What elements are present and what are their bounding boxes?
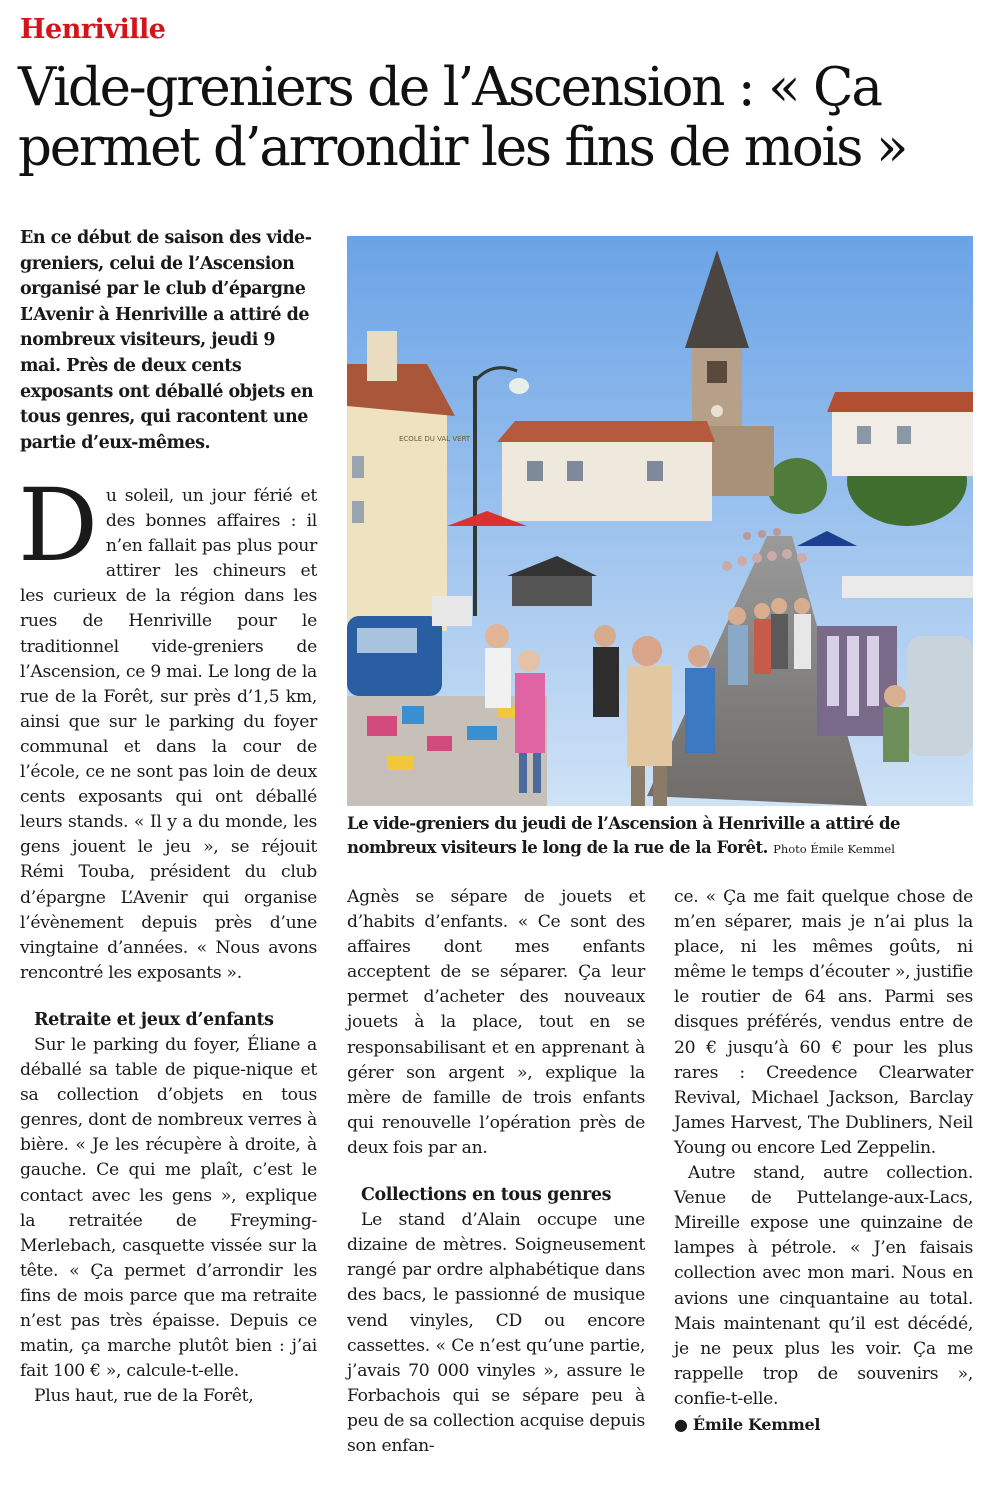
column-2: [347, 885, 645, 1459]
paragraph-5: Autre stand, autre collection. Venue de Puttelange-aux-Lacs, Mireille expose une quinzaine de lampes à pétrole. « J’en faisais collection avec mon mari. Nous en avions une cinquantaine au total. Mais maintenant qu’il est décédé, je ne peux plus les voir. Ça me rappelle trop de souvenirs », confie-t-elle.: [674, 1163, 973, 1409]
chapo: En ce début de saison des vide-greniers, celui de l’Ascension organisé par le club d’épargne L’Avenir à Henriville a attiré de nombreux visiteurs, jeudi 9 mai. Près de deux cents exposants ont déballé objets en tous genres, qui racontent une partie d’eux-mêmes.: [20, 228, 314, 453]
paragraph-3-start: Plus haut, rue de la Forêt,: [34, 1386, 254, 1407]
caption-text: Le vide-greniers du jeudi de l’Ascension à Henriville a attiré de nombreux visiteurs le long de la rue de la Forêt.: [347, 814, 901, 857]
subhead-collections: Collections en tous genres: [361, 1185, 612, 1206]
paragraph-1-text: u soleil, un jour férié et des bonnes affaires : il n’en fallait pas plus pour attirer les chineurs et les curieux de la région dans les rues de Henriville pour le traditionnel vide-greniers de l’Ascension, ce 9 mai. Le long de la rue de la Forêt, sur près d’1,5 km, ainsi que sur le parking du foyer communal et dans la cour de l’école, ce ne sont pas loin de deux cents exposants qui ont déballé leurs stands. « Il y a du monde, les gens jouent le jeu », se réjouit Rémi Touba, président du club d’épargne L’Avenir qui organise l’évènement depuis près d’une vingtaine d’années. « Nous avons rencontré les exposants ».: [20, 486, 317, 983]
author-signature: ● Émile Kemmel: [674, 1414, 821, 1434]
headline: Vide-greniers de l’Ascension : « Ça permet d’arrondir les fins de mois »: [18, 57, 907, 178]
paragraph-2: Sur le parking du foyer, Éliane a déballé sa table de pique-nique et sa collection d’objets en tous genres, dont de nombreux verres à bière. « Je les récupère à droite, à gauche. Ce qui me plaît, c’est le contact avec les gens », explique la retraitée de Freyming-Merlebach, casquette vissée sur la tête. « Ça permet d’arrondir les fins de mois parce que ma retraite n’est pas très épaisse. Depuis ce matin, ça marche plutôt bien : j’ai fait 100 € », calcule-t-elle.: [20, 1034, 317, 1382]
paragraph-3-end: Agnès se sépare de jouets et d’habits d’enfants. « Ce sont des affaires dont mes enfants acceptent de se séparer. Ça leur permet d’acheter des nouveaux jouets à la place, tout en se responsabilisant et en apprenant à gérer son argent », explique la mère de famille de trois enfants qui renouvelle l’opération près de deux fois par an.: [347, 887, 645, 1158]
column-1: [18, 467, 317, 1409]
school-sign: ECOLE DU VAL VERT: [399, 435, 471, 443]
paragraph-4-start: Le stand d’Alain occupe une dizaine de mètres. Soigneusement rangé par ordre alphabétique dans des bacs, le passionné de musique vend vinyles, CD ou encore cassettes. « Ce n’est qu’une partie, j’avais 70 000 vinyles », assure le Forbachois qui se sépare peu à peu de sa collection acquise depuis son enfan-: [347, 1210, 645, 1456]
subhead-retraite: Retraite et jeux d’enfants: [34, 1009, 274, 1030]
paragraph-4-end: ce. « Ça me fait quelque chose de m’en séparer, mais je n’ai plus la place, ni les mêmes goûts, ni même le temps d’écouter », justifie le routier de 64 ans. Parmi ses disques préférés, vendus entre de 20 € jusqu’à 60 € pour les plus rares : Creedence Clearwater Revival, Michael Jackson, Barclay James Harvest, The Dubliners, Neil Young ou encore Led Zeppelin.: [674, 887, 973, 1158]
column-3: [674, 885, 973, 1437]
photo-credit: Photo Émile Kemmel: [773, 842, 895, 856]
paragraph-1: [18, 467, 317, 986]
kicker: Henriville: [20, 14, 166, 45]
article-photo: [347, 236, 973, 806]
photo-caption: [347, 812, 977, 861]
dropcap: D: [18, 467, 98, 584]
